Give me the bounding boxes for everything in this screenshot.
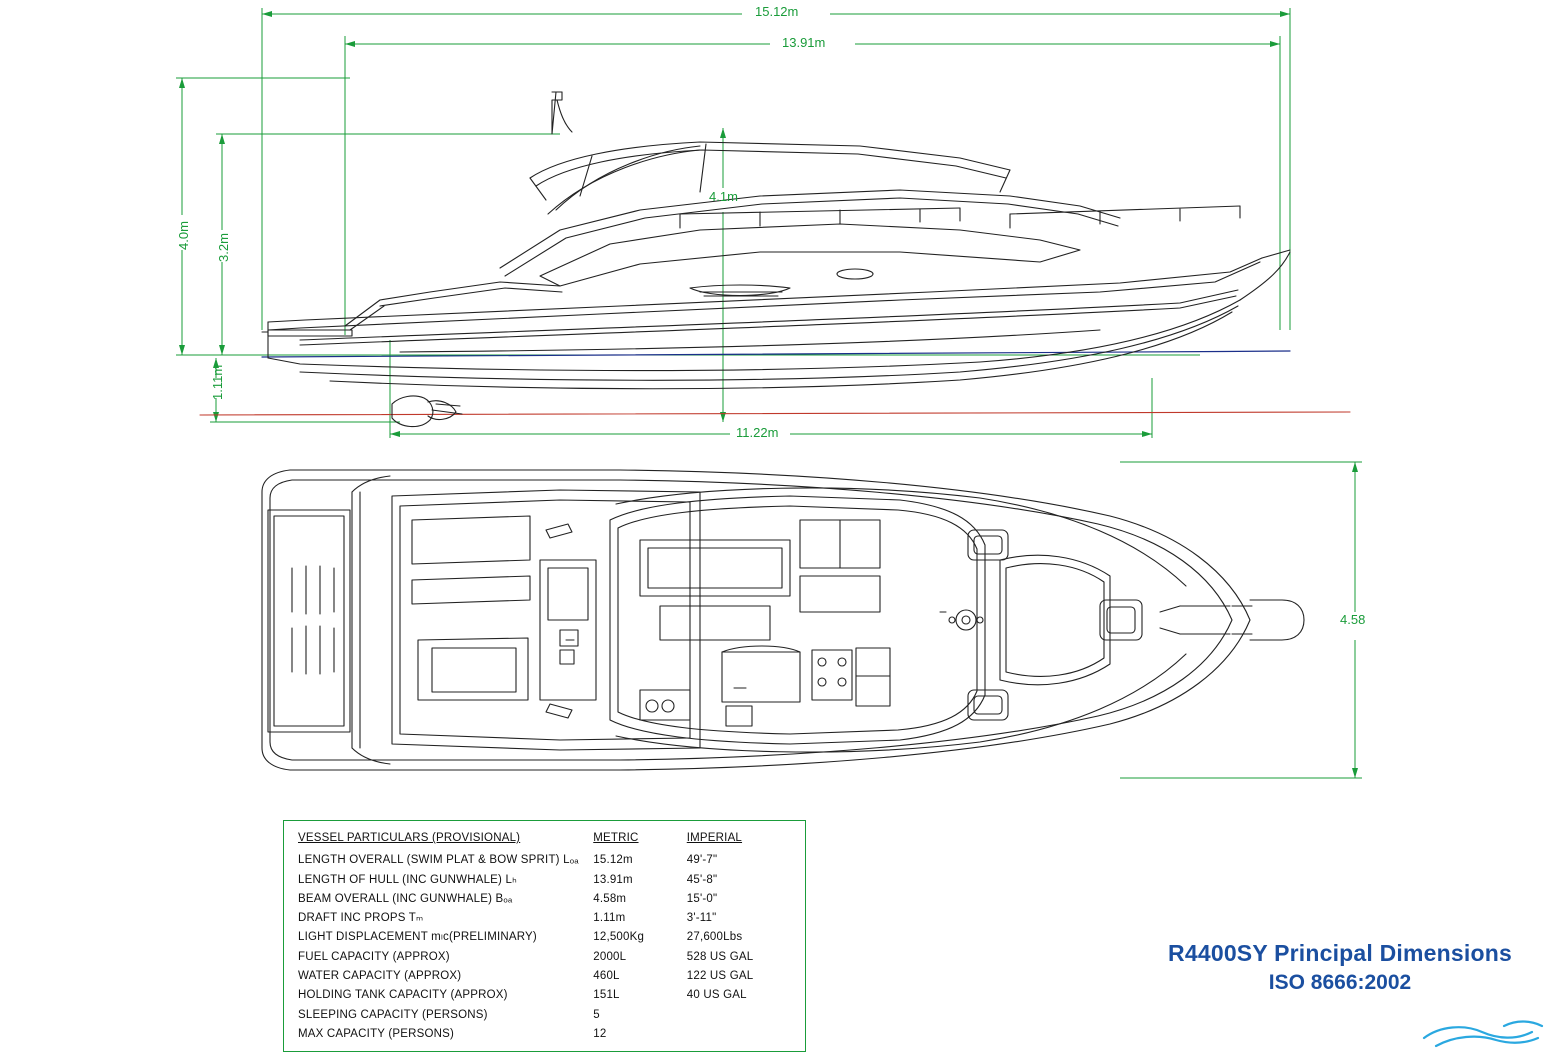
drawing-standard: ISO 8666:2002: [1268, 971, 1412, 994]
row-label: BEAM OVERALL (INC GUNWHALE) Bₒₐ: [298, 892, 513, 905]
dimension-label-waterline-length: 11.22m: [736, 425, 779, 440]
header-metric: METRIC: [593, 832, 639, 844]
row-metric: 15.12m: [593, 854, 633, 867]
row-label: SLEEPING CAPACITY (PERSONS): [298, 1008, 488, 1021]
row-metric: 460L: [593, 970, 620, 983]
table-row: [298, 1006, 795, 1025]
table-row: [298, 967, 795, 986]
row-imperial: 528 US GAL: [686, 950, 754, 963]
dimension-label-air-draft: 4.1m: [709, 189, 738, 204]
table-header-row: [298, 829, 795, 848]
table-row: [298, 1025, 795, 1044]
row-label: FUEL CAPACITY (APPROX): [298, 950, 450, 963]
dimension-label-height-overall: 4.0m: [176, 221, 191, 250]
row-label: LIGHT DISPLACEMENT mₗᴄ(PRELIMINARY): [298, 931, 537, 944]
dimension-label-length-of-hull: 13.91m: [782, 35, 826, 50]
row-metric: 12,500Kg: [593, 931, 645, 944]
table-row: [298, 890, 795, 909]
vessel-particulars-table: [283, 820, 806, 1052]
wave-logo-icon: [1420, 1012, 1550, 1052]
table-row: [298, 948, 795, 967]
drawing-title: R4400SY Principal Dimensions: [1168, 940, 1512, 966]
dimension-label-beam: 4.58: [1340, 612, 1366, 627]
row-imperial: 40 US GAL: [686, 989, 747, 1002]
table-row: [298, 851, 795, 870]
row-metric: 4.58m: [593, 892, 627, 905]
row-label: HOLDING TANK CAPACITY (APPROX): [298, 989, 508, 1002]
dimension-label-draft: 1.11m: [210, 364, 225, 400]
row-imperial: 15'‑0": [686, 892, 718, 905]
header-imperial: IMPERIAL: [686, 832, 743, 844]
dimension-label-height-hardtop: 3.2m: [216, 233, 231, 262]
row-metric: 1.11m: [593, 912, 626, 925]
title-block: [1135, 940, 1545, 995]
row-label: LENGTH OF HULL (INC GUNWHALE) Lₕ: [298, 873, 517, 886]
row-label: WATER CAPACITY (APPROX): [298, 970, 462, 983]
row-imperial: 45'‑8": [686, 873, 718, 886]
dimension-label-length-overall: 15.12m: [755, 4, 799, 19]
row-metric: 13.91m: [593, 873, 633, 886]
row-label: DRAFT INC PROPS Tₘ: [298, 912, 424, 925]
row-label: LENGTH OVERALL (SWIM PLAT & BOW SPRIT) Lₒₐ: [298, 854, 579, 867]
row-imperial: 3'‑11": [686, 912, 717, 925]
table-row: [298, 928, 795, 947]
table-row: [298, 871, 795, 890]
row-metric: 151L: [593, 989, 620, 1002]
row-imperial: 49'‑7": [686, 854, 718, 867]
row-metric: 5: [593, 1008, 600, 1021]
table-row: [298, 986, 795, 1005]
table-row: [298, 909, 795, 928]
row-label: MAX CAPACITY (PERSONS): [298, 1027, 455, 1040]
row-imperial: 27,600Lbs: [686, 931, 743, 944]
row-imperial: 122 US GAL: [686, 970, 754, 983]
row-metric: 12: [593, 1027, 607, 1040]
header-vessel-particulars: VESSEL PARTICULARS (PROVISIONAL): [298, 832, 521, 844]
row-metric: 2000L: [593, 950, 627, 963]
